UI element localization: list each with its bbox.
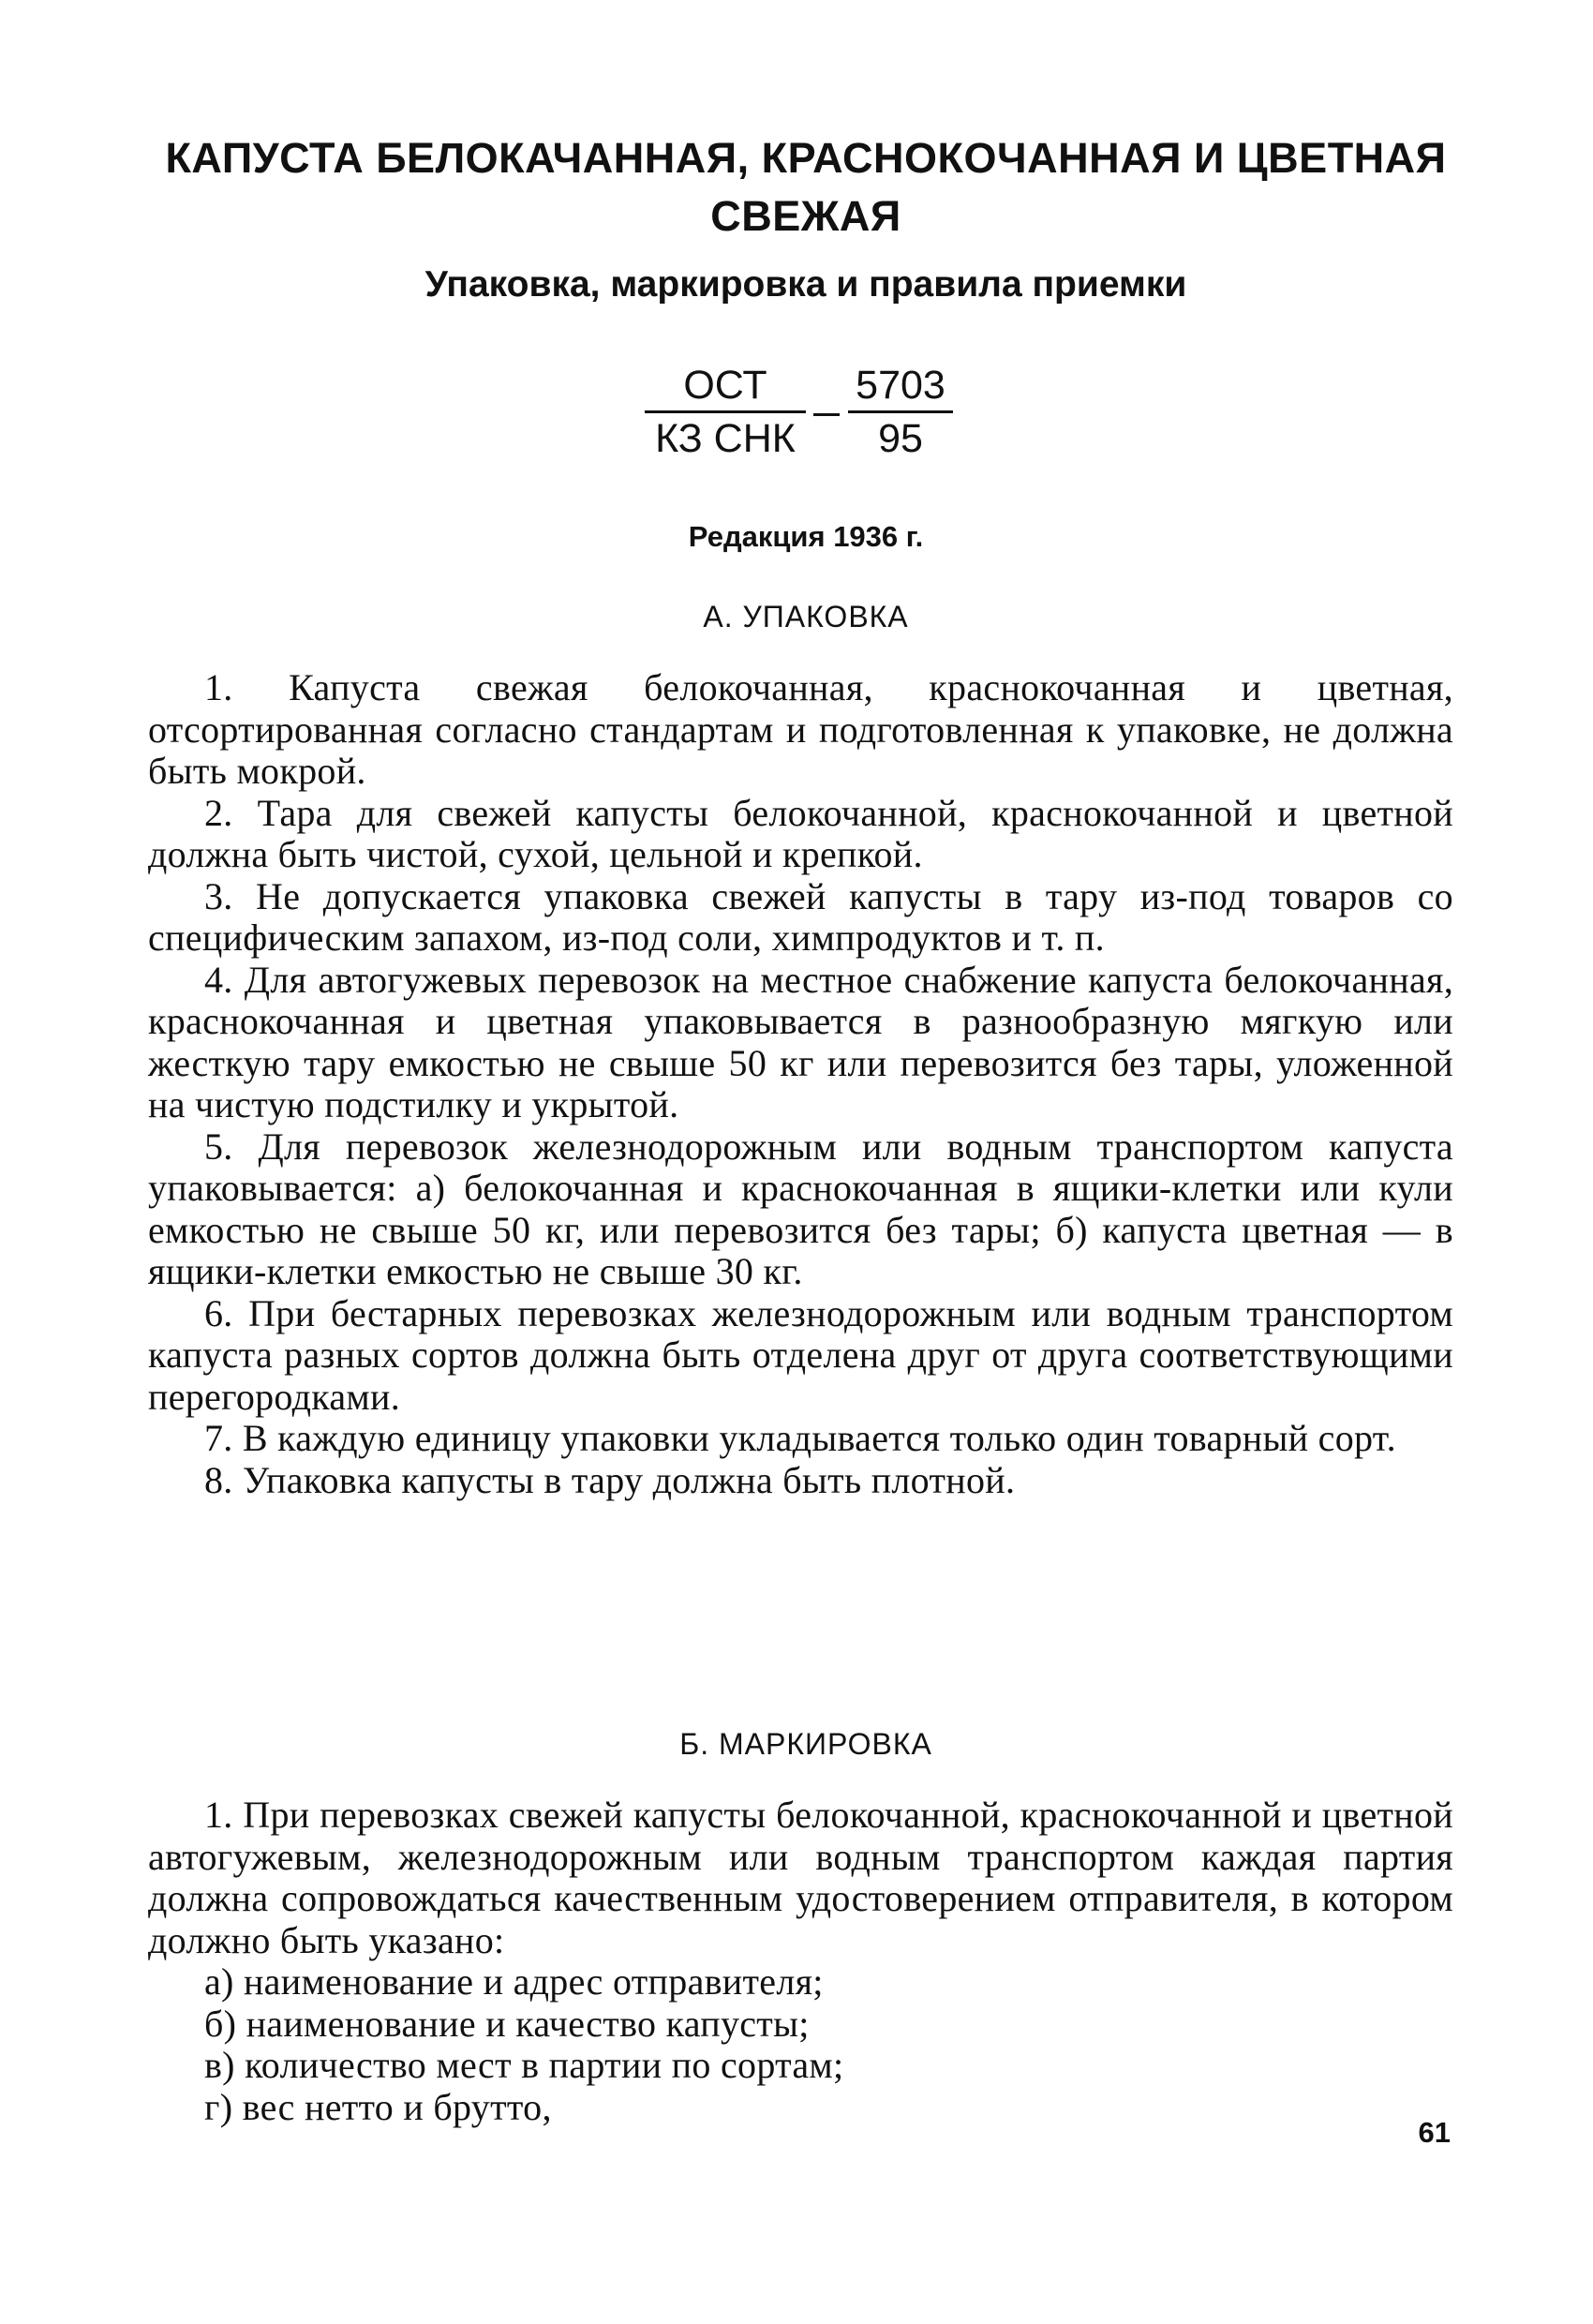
paragraph: 5. Для перевозок железнодорожным или водным транспортом капуста упаковывается: а) белокочанная и краснокочанная в ящики-клетки или кули емкостью не свыше 50 кг, или перевозится без тары; б) капуста цветная — в ящики-клетки емкостью не свыше 30 кг. bbox=[148, 1125, 1453, 1292]
marking-requirements-list bbox=[148, 1961, 1453, 2128]
paragraph: 3. Не допускается упаковка свежей капусты в тару из-под товаров со специфическим запахом, из-под соли, химпродуктов и т. п. bbox=[148, 874, 1453, 959]
paragraph: 6. При бестарных перевозках железнодорожным или водным транспортом капуста разных сортов должна быть отделена друг от друга соответствующими перегородками. bbox=[148, 1291, 1453, 1418]
page-number: 61 bbox=[1418, 2116, 1451, 2149]
packaging-section-body bbox=[148, 667, 1453, 1501]
paragraph: 4. Для автогужевых перевозок на местное снабжение капуста белокочанная, краснокочанная и цветная упаковывается в разнообразную мягкую или жесткую тару емкостью не свыше 50 кг или перевозится без тары, уложенной на чистую подстилку и укрытой. bbox=[148, 958, 1453, 1125]
list-item: г) вес нетто и брутто, bbox=[204, 2085, 552, 2128]
paragraph: 1. Капуста свежая белокочанная, краснокочанная и цветная, отсортированная согласно стандартам и подготовленная к упаковке, не должна быть мокрой. bbox=[148, 666, 1453, 792]
paragraph: 7. В каждую единицу упаковки укладывается только один товарный сорт. bbox=[204, 1417, 1396, 1459]
paragraph: 8. Упаковка капусты в тару должна быть плотной. bbox=[204, 1458, 1016, 1501]
standard-number: 5703 bbox=[848, 362, 953, 413]
list-item: в) количество мест в партии по сортам; bbox=[204, 2044, 844, 2086]
section-heading-packaging: А. УПАКОВКА bbox=[703, 600, 909, 633]
paragraph: 1. При перевозках свежей капусты белокочанной, краснокочанной и цветной автогужевым, железнодорожным или водным транспортом каждая партия должна сопровождаться качественным удостоверением отправителя, в котором должно быть указано: bbox=[148, 1794, 1453, 1961]
standard-code: ОСТ bbox=[645, 362, 806, 413]
standard-designation-right bbox=[848, 362, 953, 462]
paragraph: 2. Тара для свежей капусты белокочанной, краснокочанной и цветной должна быть чистой, сухой, цельной и крепкой. bbox=[148, 791, 1453, 875]
section-heading-marking: Б. МАРКИРОВКА bbox=[679, 1727, 932, 1761]
list-item: б) наименование и качество капусты; bbox=[204, 2002, 810, 2045]
list-item: а) наименование и адрес отправителя; bbox=[204, 1960, 824, 2003]
document-subtitle: Упаковка, маркировка и правила приемки bbox=[424, 264, 1187, 305]
standard-year: 95 bbox=[878, 416, 923, 461]
edition-note: Редакция 1936 г. bbox=[688, 520, 924, 553]
standard-designation-left bbox=[645, 362, 806, 462]
marking-section-body bbox=[148, 1795, 1453, 2128]
designation-dash bbox=[813, 413, 840, 416]
document-title: КАПУСТА БЕЛОКАЧАННАЯ, КРАСНОКОЧАННАЯ И ЦВЕТНАЯ СВЕЖАЯ bbox=[165, 134, 1447, 240]
standard-authority: КЗ СНК bbox=[655, 416, 796, 461]
